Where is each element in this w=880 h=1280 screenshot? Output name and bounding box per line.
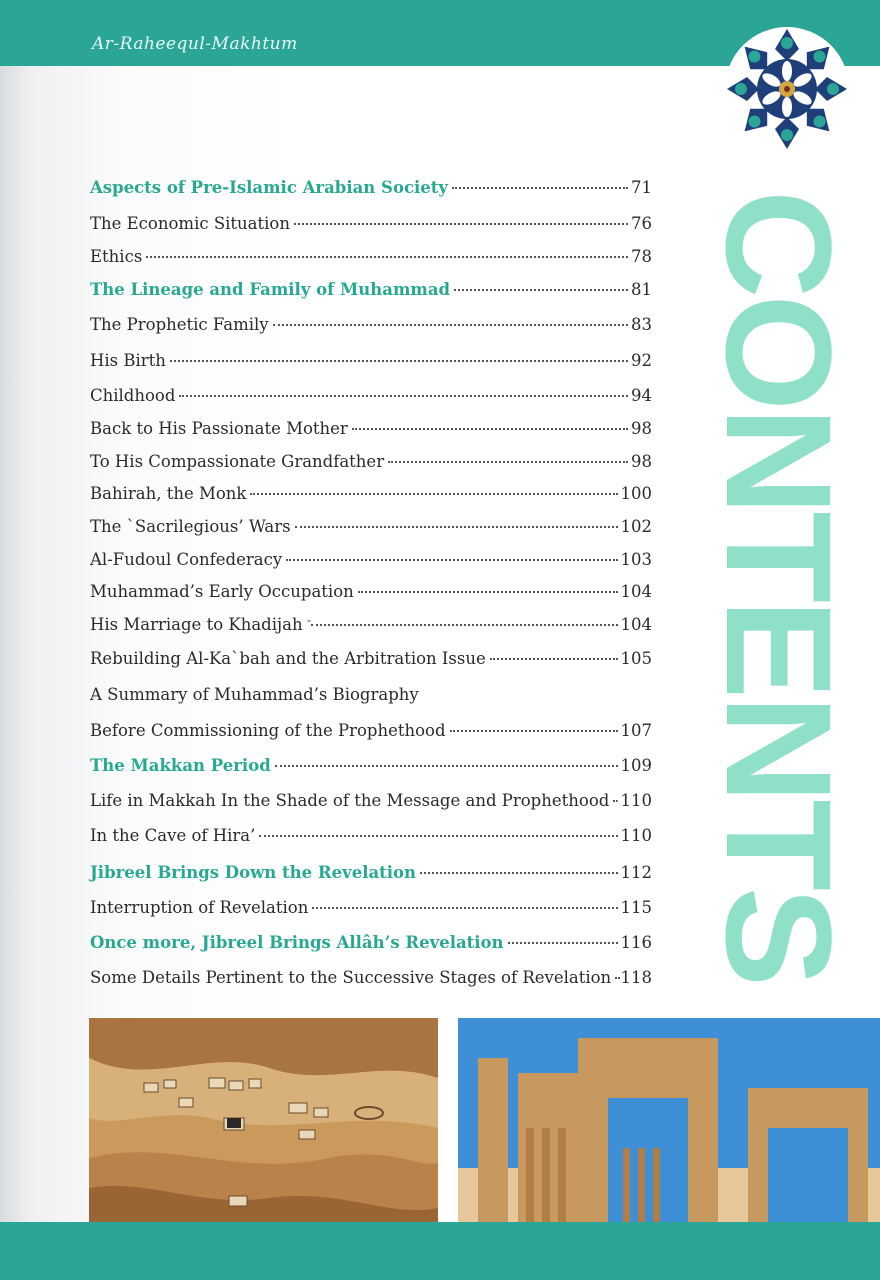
dot-leader <box>388 461 628 463</box>
toc-entry-title: Ethics <box>90 247 143 266</box>
toc-entry-title: Rebuilding Al-Ka`bah and the Arbitration Issue <box>90 649 486 668</box>
toc-entry-title: Before Commissioning of the Prophethood <box>90 721 446 740</box>
toc-page-number: 102 <box>620 517 652 536</box>
dot-leader <box>273 324 628 326</box>
toc-entry <box>90 550 652 578</box>
toc-entry <box>90 968 652 996</box>
toc-page-number: 103 <box>620 550 652 569</box>
toc-page-number: 110 <box>620 826 652 845</box>
toc-section-heading <box>90 280 652 308</box>
toc-entry <box>90 351 652 379</box>
dot-leader <box>259 835 617 837</box>
toc-entry-title: Some Details Pertinent to the Successive Stages of Revelation <box>90 968 612 987</box>
toc-section-heading <box>90 756 652 784</box>
toc-entry-title: Aspects of Pre-Islamic Arabian Society <box>90 178 448 197</box>
dot-leader <box>295 526 618 528</box>
toc-page-number: 92 <box>631 351 652 370</box>
toc-entry-title: To His Compassionate Grandfather <box>90 452 385 471</box>
dot-leader <box>358 591 618 593</box>
toc-page-number: 112 <box>620 863 652 882</box>
toc-entry-title: His Marriage to Khadijah <box>90 615 303 634</box>
dot-leader <box>450 730 618 732</box>
toc-section-heading <box>90 933 652 961</box>
toc-entry <box>90 685 652 713</box>
toc-page-number: 115 <box>620 898 652 917</box>
dot-leader <box>454 289 628 291</box>
toc-section-heading <box>90 178 652 206</box>
toc-entry <box>90 214 652 242</box>
toc-entry <box>90 649 652 677</box>
toc-entry-title: Muhammad’s Early Occupation <box>90 582 354 601</box>
toc-entry-title: The Lineage and Family of Muhammad <box>90 280 451 299</box>
toc-entry-title: His Birth <box>90 351 166 370</box>
toc-entry <box>90 582 652 610</box>
toc-entry <box>90 826 652 854</box>
toc-entry-title: A Summary of Muhammad’s Biography <box>90 685 419 704</box>
toc-entry <box>90 315 652 343</box>
dot-leader <box>170 360 628 362</box>
toc-page-number: 118 <box>620 968 652 987</box>
dot-leader <box>146 256 628 258</box>
dot-leader <box>352 428 628 430</box>
dot-leader <box>615 977 617 979</box>
toc-entry <box>90 452 652 480</box>
running-header-title: Ar-Raheequl-Makhtum <box>92 34 298 54</box>
toc-entry <box>90 517 652 545</box>
dot-leader <box>286 559 617 561</box>
toc-entry-title: Interruption of Revelation <box>90 898 309 917</box>
dot-leader <box>452 187 628 189</box>
dot-leader <box>613 800 617 802</box>
toc-page-number: 116 <box>620 933 652 952</box>
dot-leader <box>312 907 617 909</box>
toc-entry-title: The `Sacrilegious’ Wars <box>90 517 291 536</box>
toc-section-heading <box>90 863 652 891</box>
rosette-ornament <box>722 24 852 154</box>
toc-entry <box>90 791 652 819</box>
toc-entry-title: Once more, Jibreel Brings Allâh’s Revelation <box>90 933 504 952</box>
dot-leader <box>250 493 617 495</box>
toc-entry <box>90 419 652 447</box>
toc-page-number: 71 <box>631 178 652 197</box>
toc-entry-title: Back to His Passionate Mother <box>90 419 348 438</box>
toc-page-number: 100 <box>620 484 652 503</box>
dot-leader <box>420 872 617 874</box>
dot-leader <box>508 942 618 944</box>
toc-entry-title: The Economic Situation <box>90 214 290 233</box>
toc-entry-title: The Prophetic Family <box>90 315 269 334</box>
toc-entry <box>90 386 652 414</box>
toc-page-number: 94 <box>631 386 652 405</box>
toc-entry <box>90 247 652 275</box>
toc-page-number: 98 <box>631 419 652 438</box>
toc-entry-title: Jibreel Brings Down the Revelation <box>90 863 417 882</box>
dot-leader <box>311 624 618 626</box>
toc-page-number: 104 <box>620 615 652 634</box>
toc-page-number: 78 <box>631 247 652 266</box>
toc-page-number: 83 <box>631 315 652 334</box>
toc-entry <box>90 898 652 926</box>
dot-leader <box>490 658 618 660</box>
toc-entry <box>90 615 652 643</box>
toc-page-number: 110 <box>620 791 652 810</box>
toc-entry-title: The Makkan Period <box>90 756 271 775</box>
toc-entry <box>90 484 652 512</box>
toc-entry <box>90 721 652 749</box>
toc-page-number: 81 <box>631 280 652 299</box>
toc-page-number: 105 <box>620 649 652 668</box>
toc-entry-title: Childhood <box>90 386 176 405</box>
toc-entry-title: Life in Makkah In the Shade of the Message and Prophethood <box>90 791 610 810</box>
desert-village-illustration <box>89 1018 438 1245</box>
toc-page-number: 109 <box>620 756 652 775</box>
toc-entry-title: In the Cave of Hira’ <box>90 826 256 845</box>
toc-page-number: 107 <box>620 721 652 740</box>
dot-leader <box>275 765 618 767</box>
toc-page-number: 104 <box>620 582 652 601</box>
dot-leader <box>294 223 628 225</box>
toc-entry-title: Bahirah, the Monk <box>90 484 247 503</box>
toc-page-number: 76 <box>631 214 652 233</box>
toc-entry-title: Al-Fudoul Confederacy <box>90 550 283 569</box>
toc-page-number: 98 <box>631 452 652 471</box>
ancient-arch-ruins-photo <box>458 1018 880 1245</box>
dot-leader <box>179 395 628 397</box>
contents-side-title: CONTENTS <box>695 190 863 983</box>
bottom-band <box>0 1222 880 1280</box>
